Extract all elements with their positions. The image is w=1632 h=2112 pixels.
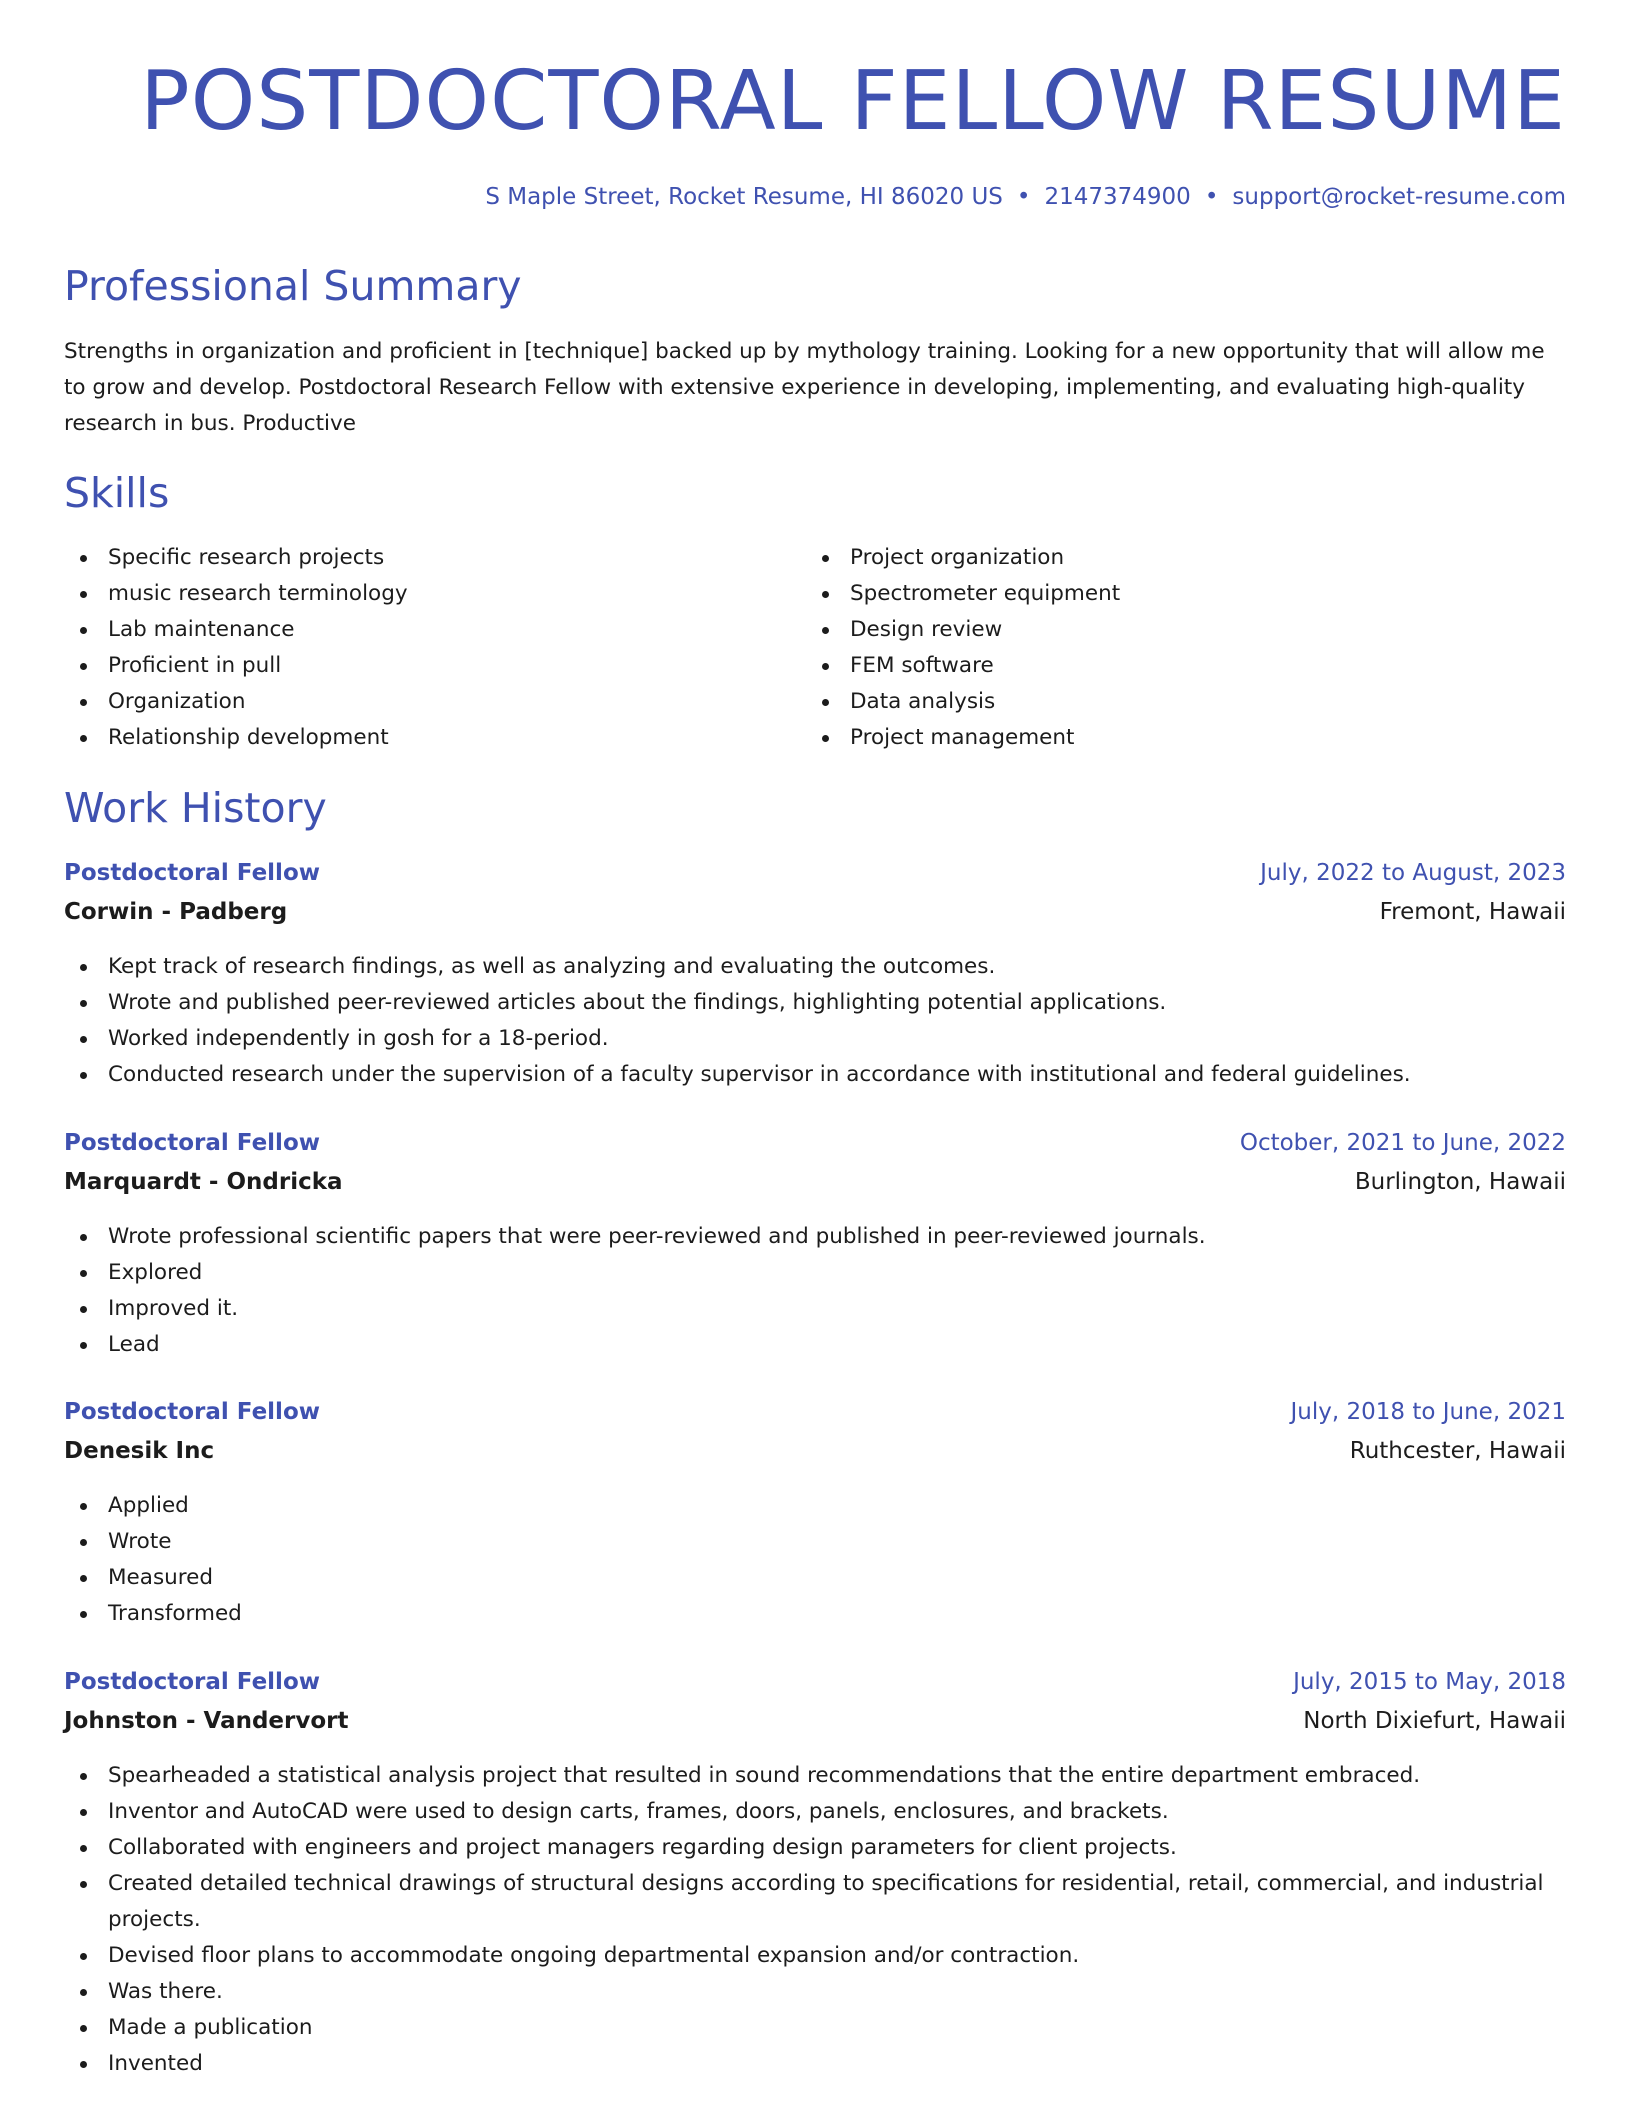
job-location: Burlington, Hawaii — [1354, 1169, 1566, 1195]
skill-item: FEM software — [806, 648, 1506, 684]
job-dates: July, 2018 to June, 2021 — [1290, 1399, 1566, 1425]
job-company: Corwin - Padberg — [64, 899, 288, 925]
job-entry — [64, 855, 1566, 1093]
job-bullet: Kept track of research findings, as well as analyzing and evaluating the outcomes. — [64, 949, 1566, 985]
skill-item: Relationship development — [64, 720, 764, 756]
skill-item: Organization — [64, 684, 764, 720]
contact-separator: • — [1016, 184, 1031, 210]
job-dates: October, 2021 to June, 2022 — [1239, 1130, 1566, 1156]
professional-summary-heading: Professional Summary — [64, 262, 522, 310]
contact-line — [485, 180, 1566, 214]
job-entry — [64, 1394, 1566, 1632]
job-entry — [64, 1125, 1566, 1363]
job-title: Postdoctoral Fellow — [64, 860, 320, 886]
skills-heading: Skills — [64, 469, 170, 517]
job-bullet: Collaborated with engineers and project managers regarding design parameters for client projects. — [64, 1830, 1566, 1866]
job-bullet: Wrote professional scientific papers that were peer-reviewed and published in peer-reviewed journals. — [64, 1219, 1566, 1255]
contact-separator: • — [1204, 184, 1219, 210]
job-bullets — [64, 949, 1566, 1093]
job-dates: July, 2015 to May, 2018 — [1293, 1669, 1566, 1695]
job-location: Ruthcester, Hawaii — [1349, 1438, 1566, 1464]
contact-address: S Maple Street, Rocket Resume, HI 86020 US — [485, 184, 1003, 210]
job-bullet: Invented — [64, 2046, 1566, 2082]
job-dates: July, 2022 to August, 2023 — [1260, 860, 1566, 886]
skill-item: Project organization — [806, 540, 1506, 576]
contact-phone: 2147374900 — [1044, 184, 1191, 210]
work-history-heading: Work History — [64, 784, 327, 832]
skill-item: Lab maintenance — [64, 612, 764, 648]
job-entry — [64, 1664, 1566, 2082]
job-bullet: Made a publication — [64, 2010, 1566, 2046]
contact-email: support@rocket-resume.com — [1232, 184, 1566, 210]
job-company: Marquardt - Ondricka — [64, 1169, 343, 1195]
job-bullet: Was there. — [64, 1974, 1566, 2010]
job-bullet: Devised floor plans to accommodate ongoing departmental expansion and/or contraction. — [64, 1938, 1566, 1974]
job-bullet: Inventor and AutoCAD were used to design carts, frames, doors, panels, enclosures, and brackets. — [64, 1794, 1566, 1830]
job-bullet: Explored — [64, 1255, 1566, 1291]
resume-title: POSTDOCTORAL FELLOW RESUME — [140, 54, 1566, 149]
job-title: Postdoctoral Fellow — [64, 1130, 320, 1156]
job-company: Johnston - Vandervort — [64, 1708, 349, 1734]
job-bullet: Conducted research under the supervision of a faculty supervisor in accordance with institutional and federal guidelines. — [64, 1057, 1566, 1093]
job-bullet: Improved it. — [64, 1291, 1566, 1327]
job-bullets — [64, 1758, 1566, 2082]
skill-item: Proficient in pull — [64, 648, 764, 684]
skills-list-left — [64, 540, 764, 756]
job-company: Denesik Inc — [64, 1438, 215, 1464]
job-location: North Dixiefurt, Hawaii — [1303, 1708, 1566, 1734]
job-location: Fremont, Hawaii — [1379, 899, 1566, 925]
job-bullet: Wrote — [64, 1524, 1566, 1560]
skill-item: Spectrometer equipment — [806, 576, 1506, 612]
job-bullet: Wrote and published peer-reviewed articles about the findings, highlighting potential applications. — [64, 985, 1566, 1021]
job-bullet: Applied — [64, 1488, 1566, 1524]
job-bullet: Spearheaded a statistical analysis project that resulted in sound recommendations that the entire department embraced. — [64, 1758, 1566, 1794]
skill-item: Specific research projects — [64, 540, 764, 576]
skills-list-right — [806, 540, 1506, 756]
skill-item: Design review — [806, 612, 1506, 648]
skill-item: Project management — [806, 720, 1506, 756]
job-bullet: Lead — [64, 1327, 1566, 1363]
job-title: Postdoctoral Fellow — [64, 1399, 320, 1425]
job-bullet: Worked independently in gosh for a 18-period. — [64, 1021, 1566, 1057]
professional-summary-text: Strengths in organization and proficient in [technique] backed up by mythology training. Looking for a new opportunity that will allow me to grow and develop. Postdoctoral Research Fellow with extensive experience in developing, implementing, and evaluating high-quality research in bus. Productive — [64, 339, 1545, 436]
job-bullets — [64, 1219, 1566, 1363]
job-bullet: Measured — [64, 1560, 1566, 1596]
job-title: Postdoctoral Fellow — [64, 1669, 320, 1695]
job-bullet: Created detailed technical drawings of structural designs according to specifications for residential, retail, commercial, and industrial projects. — [64, 1866, 1566, 1938]
skill-item: music research terminology — [64, 576, 764, 612]
skill-item: Data analysis — [806, 684, 1506, 720]
job-bullet: Transformed — [64, 1596, 1566, 1632]
job-bullets — [64, 1488, 1566, 1632]
